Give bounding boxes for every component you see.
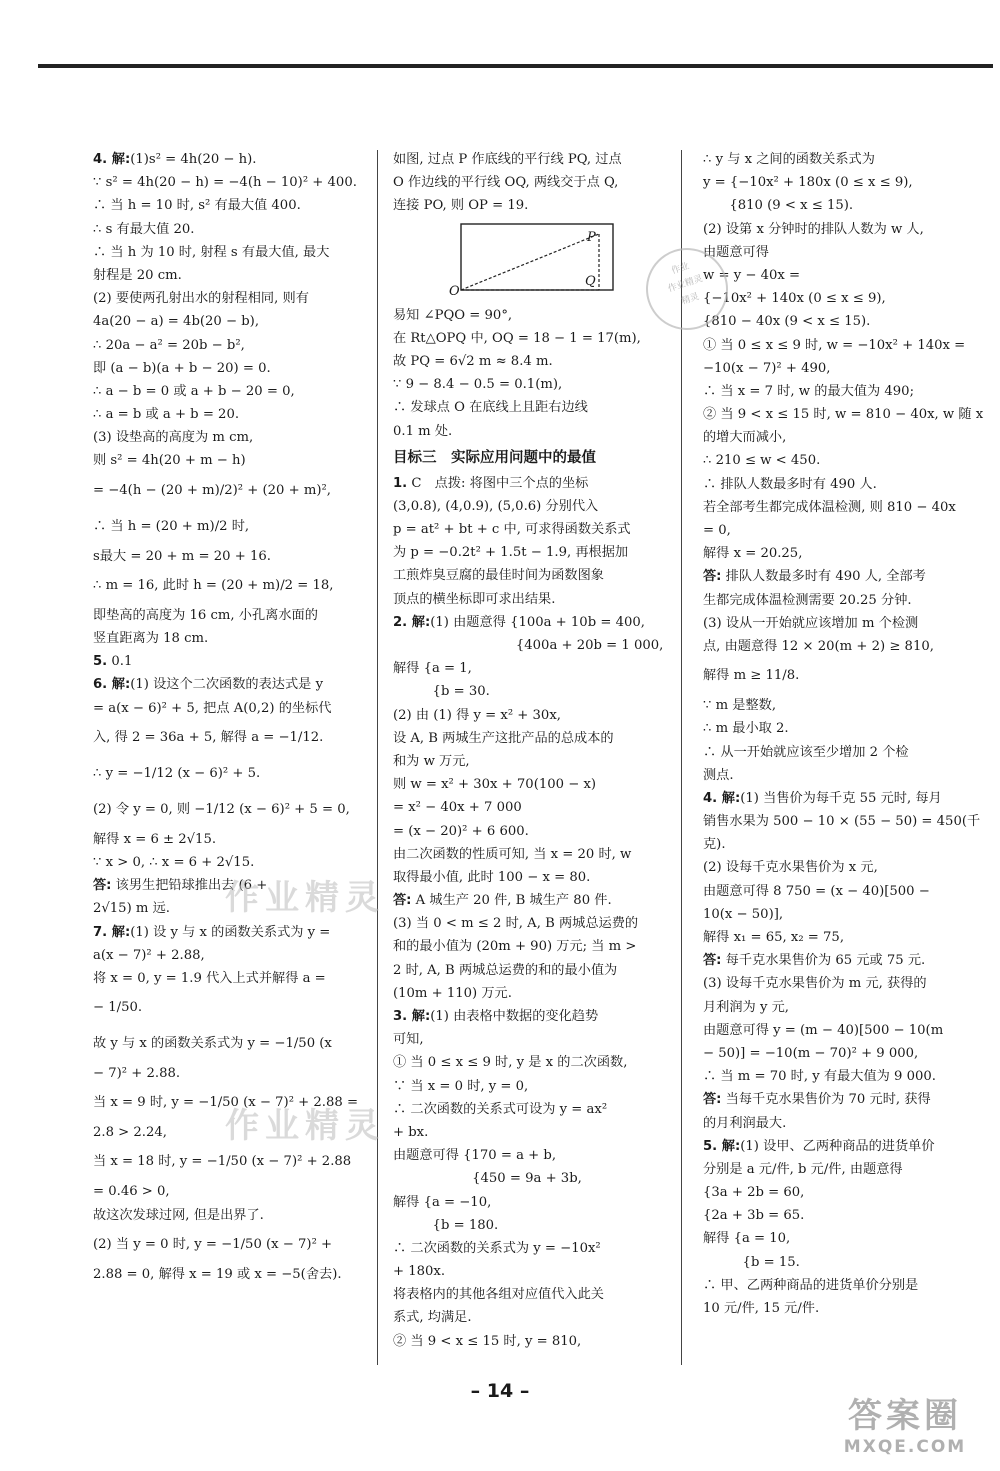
text-line: 由题意可得 [703, 244, 769, 260]
item-label: 7. 解: [93, 924, 131, 940]
column-right [703, 148, 984, 1320]
section-three-text [393, 472, 665, 1353]
text-line: 2.8 > 2.24, [93, 1125, 167, 1141]
text-line: {810 (9 < x ≤ 15). [703, 198, 854, 214]
text-line: a(x − 7)² + 2.88, [93, 947, 205, 963]
text-line: 设 A, B 两城生产这批产品的总成本的 [393, 730, 614, 746]
text-line: 解得 x = 20.25, [703, 546, 803, 562]
text-line: (2) 当 y = 0 时, y = −1/50 (x − 7)² + [93, 1236, 333, 1252]
text-line: 10 元/件, 15 元/件. [703, 1301, 820, 1316]
text-line: 系式, 均满足. [393, 1310, 472, 1326]
text-line: 当 x = 9 时, y = −1/50 (x − 7)² + 2.88 = [93, 1095, 359, 1111]
text-line: ∵ m 是整数, [703, 698, 777, 714]
text-line: {400a + 20b = 1 000, [393, 638, 664, 653]
point-o-label: O [449, 283, 460, 299]
text-line: 2 时, A, B 两城总运费的和的最小值为 [393, 962, 618, 978]
text-line: ∴ 发球点 O 在底线上且距右边线 [393, 400, 588, 416]
text-line: 则 s² = 4h(20 + m − h) [93, 453, 246, 469]
text-line: 生都完成体温检测需要 20.25 分钟. [703, 592, 912, 608]
text-line: (2) 设第 x 分钟时的排队人数为 w 人, [703, 221, 924, 237]
text-line: 月利润为 y 元, [703, 999, 789, 1015]
item-label: 4. 解: [703, 790, 741, 806]
column-divider-1 [377, 150, 378, 1365]
text-line: 的增大而减小, [703, 430, 787, 446]
text-line: 若全部考生都完成体温检测, 则 810 − 40x [703, 499, 956, 515]
item-label: 答: [703, 1092, 722, 1108]
text-line: y = {−10x² + 180x (0 ≤ x ≤ 9), [703, 175, 913, 191]
text-line: = −4(h − (20 + m)/2)² + (20 + m)², [93, 482, 331, 498]
text-line: (3) 设从一开始就应该增加 m 个检测 [703, 615, 919, 631]
text-line: ∴ s 有最大值 20. [93, 221, 195, 237]
text-line: {−10x² + 140x (0 ≤ x ≤ 9), [703, 291, 886, 307]
text-line: 可知, [393, 1032, 424, 1048]
text-line: 解得 x₁ = 65, x₂ = 75, [703, 930, 845, 945]
text-line: 5. 0.1 [93, 654, 133, 670]
text-line: {b = 15. [703, 1254, 800, 1270]
text-line: (2) 设每千克水果售价为 x 元, [703, 860, 878, 876]
text-line: ∴ 当 h = (20 + m)/2 时, [93, 518, 250, 534]
text-line: 由题意可得 y = (m − 40)[500 − 10(m [703, 1022, 944, 1038]
text-line: ∵ s² = 4h(20 − h) = −4(h − 10)² + 400. [93, 175, 357, 191]
logo-text-top: 答案圈 [848, 1396, 962, 1436]
text-line: 答: 该男生把铅球推出去 (6 + [93, 878, 268, 894]
text-line: 分别是 a 元/件, b 元/件, 由题意得 [703, 1161, 903, 1177]
text-line: ∵ 当 x = 0 时, y = 0, [393, 1078, 529, 1094]
text-line: (3) 当 0 < m ≤ 2 时, A, B 两城总运费的 [393, 916, 639, 932]
text-line: 由题意可得 {170 = a + b, [393, 1148, 557, 1164]
text-line: ① 当 0 ≤ x ≤ 9 时, y 是 x 的二次函数, [393, 1055, 628, 1071]
text-line: 故 PQ = 6√2 m ≈ 8.4 m. [393, 353, 553, 369]
text-line: 连接 PO, 则 OP = 19. [393, 198, 529, 214]
text-line: 和的最小值为 (20m + 90) 万元; 当 m > [393, 939, 637, 955]
text-line: ∴ 排队人数最多时有 490 人. [703, 476, 877, 492]
text-line: 销售水果为 500 − 10 × (55 − 50) = 450(千 [703, 814, 981, 830]
text-line: s最大 = 20 + m = 20 + 16. [93, 548, 271, 564]
logo-text-bottom: MXQE.COM [843, 1437, 967, 1457]
text-line: 4. 解:(1)s² = 4h(20 − h). [93, 152, 257, 167]
text-line: 2. 解:(1) 由题意得 {100a + 10b = 400, [393, 614, 645, 630]
text-line: − 7)² + 2.88. [93, 1066, 181, 1082]
text-line: ∵ 9 − 8.4 − 0.5 = 0.1(m), [393, 377, 563, 393]
text-line: 由题意可得 8 750 = (x − 40)[500 − [703, 883, 930, 899]
text-line: O 作边线的平行线 OQ, 两线交于点 Q, [393, 175, 619, 191]
text-line: ∴ 从一开始就应该至少增加 2 个检 [703, 744, 909, 760]
item-label: 3. 解: [393, 1009, 431, 1024]
text-line: {2a + 3b = 65. [703, 1208, 805, 1224]
text-line: (3) 设每千克水果售价为 m 元, 获得的 [703, 976, 927, 992]
text-line: ∴ 当 m = 70 时, y 有最大值为 9 000. [703, 1069, 936, 1085]
text-line: 工煎炸臭豆腐的最佳时间为函数图象 [393, 568, 604, 584]
site-logo [820, 1395, 990, 1465]
text-line: 易知 ∠PQO = 90°, [393, 307, 513, 323]
text-line: (10m + 110) 万元. [393, 985, 512, 1001]
text-line: 3. 解:(1) 由表格中数据的变化趋势 [393, 1009, 599, 1024]
text-line: (2) 令 y = 0, 则 −1/12 (x − 6)² + 5 = 0, [93, 801, 350, 817]
text-line: 即 (a − b)(a + b − 20) = 0. [93, 360, 271, 376]
text-line: 则 w = x² + 30x + 70(100 − x) [393, 777, 597, 793]
section-title: 目标三 实际应用问题中的最值 [393, 449, 596, 466]
text-line: 答: 排队人数最多时有 490 人, 全部考 [703, 569, 926, 585]
text-line: ∴ a − b = 0 或 a + b − 20 = 0, [93, 383, 295, 399]
text-line: 4a(20 − a) = 4b(20 − b), [93, 314, 260, 330]
top-rule [38, 64, 993, 68]
text-line: ∴ m 最小取 2. [703, 721, 789, 737]
figure-intro-text [393, 148, 665, 218]
text-line: + bx. [393, 1124, 429, 1140]
text-line: 解得 {a = −10, [393, 1194, 492, 1210]
stamp-line-2: 作业精灵 [666, 273, 705, 295]
item-label: 1. [393, 475, 408, 491]
text-line: 由二次函数的性质可知, 当 x = 20 时, w [393, 846, 632, 862]
text-line: 入, 得 2 = 36a + 5, 解得 a = −1/12. [93, 729, 324, 745]
text-line: w = y − 40x = [703, 267, 801, 283]
text-line: 射程是 20 cm. [93, 267, 182, 283]
text-line: ② 当 9 < x ≤ 15 时, w = 810 − 40x, w 随 x [703, 407, 984, 423]
item-label: 2. 解: [393, 614, 431, 630]
column-divider-2 [681, 150, 682, 1365]
text-line: {810 − 40x (9 < x ≤ 15). [703, 314, 871, 330]
text-line: ∴ 甲、乙两种商品的进货单价分别是 [703, 1277, 919, 1293]
text-line: 测点. [703, 767, 734, 783]
text-line: (3) 设垫高的高度为 m cm, [93, 430, 254, 446]
text-line: 1. C 点拨: 将图中三个点的坐标 [393, 475, 589, 491]
text-line: ∴ 二次函数的关系式为 y = −10x² [393, 1240, 601, 1256]
text-line: ② 当 9 < x ≤ 15 时, y = 810, [393, 1333, 582, 1349]
text-line: 7. 解:(1) 设 y 与 x 的函数关系式为 y = [93, 924, 331, 940]
text-line: = a(x − 6)² + 5, 把点 A(0,2) 的坐标代 [93, 700, 332, 716]
text-line: {3a + 2b = 60, [703, 1185, 805, 1201]
point-q-label: Q [585, 273, 596, 289]
text-line: (2) 由 (1) 得 y = x² + 30x, [393, 707, 561, 723]
text-line: 故这次发球过网, 但是出界了. [93, 1207, 264, 1223]
point-p-label: P [587, 229, 596, 245]
text-line: 5. 解:(1) 设甲、乙两种商品的进货单价 [703, 1138, 935, 1154]
text-line: (2) 要使两孔射出水的射程相同, 则有 [93, 291, 309, 307]
text-line: 为 p = −0.2t² + 1.5t − 1.9, 再根据加 [393, 545, 629, 561]
text-line: 解得 {a = 10, [703, 1231, 791, 1247]
item-label: 答: [393, 893, 412, 909]
text-line: 点, 由题意得 12 × 20(m + 2) ≥ 810, [703, 638, 934, 654]
item-label: 5. 解: [703, 1138, 741, 1154]
text-line: 答: A 城生产 20 件, B 城生产 80 件. [393, 893, 612, 909]
item-label: 6. 解: [93, 677, 131, 693]
text-line: ∴ 二次函数的关系式可设为 y = ax² [393, 1101, 608, 1117]
text-line: − 50)] = −10(m − 70)² + 9 000, [703, 1045, 919, 1061]
figure-solution-text [393, 304, 665, 443]
text-line: = (x − 20)² + 6 600. [393, 823, 529, 839]
text-line: {b = 180. [393, 1217, 499, 1233]
item-label: 答: [703, 569, 722, 585]
text-line: 竖直距离为 18 cm. [93, 631, 209, 646]
text-line: −10(x − 7)² + 490, [703, 360, 831, 376]
stamp-line-1: 作业 [670, 261, 691, 277]
text-line: 如图, 过点 P 作底线的平行线 PQ, 过点 [393, 152, 622, 167]
text-line: {450 = 9a + 3b, [393, 1171, 582, 1187]
text-line: 将 x = 0, y = 1.9 代入上式并解得 a = [93, 970, 326, 986]
text-line: 的月利润最大. [703, 1115, 787, 1131]
text-line: ① 当 0 ≤ x ≤ 9 时, w = −10x² + 140x = [703, 337, 966, 353]
page-number: – 14 – [470, 1380, 530, 1402]
text-line: 2.88 = 0, 解得 x = 19 或 x = −5(舍去). [93, 1266, 342, 1282]
text-line: 10(x − 50)], [703, 906, 784, 922]
text-line: (3,0.8), (4,0.9), (5,0.6) 分别代入 [393, 498, 599, 514]
watermark-2: 作业精灵 [225, 1106, 385, 1146]
text-line: 6. 解:(1) 设这个二次函数的表达式是 y [93, 677, 324, 693]
text-line: ∴ 当 h 为 10 时, 射程 s 有最大值, 最大 [93, 244, 330, 260]
text-line: = x² − 40x + 7 000 [393, 800, 522, 816]
item-label: 答: [703, 953, 722, 969]
item-label: 4. 解: [93, 152, 131, 167]
text-line: 故 y 与 x 的函数关系式为 y = −1/50 (x [93, 1036, 332, 1052]
text-line: = 0, [703, 523, 731, 538]
text-line: − 1/50. [93, 1000, 143, 1016]
text-line: 将表格内的其他各组对应值代入此关 [393, 1287, 604, 1303]
text-line: 和为 w 万元, [393, 753, 470, 769]
column-middle [393, 148, 665, 1353]
text-line: 4. 解:(1) 当售价为每千克 55 元时, 每月 [703, 790, 942, 806]
text-line: ∴ 20a − a² = 20b − b², [93, 337, 245, 353]
text-line: ∴ y 与 x 之间的函数关系式为 [703, 152, 875, 167]
text-line: 2√15) m 远. [93, 901, 170, 917]
text-line: ∴ y = −1/12 (x − 6)² + 5. [93, 765, 261, 781]
text-line: 顶点的横坐标即可求出结果. [393, 591, 556, 607]
text-line: 答: 每千克水果售价为 65 元或 75 元. [703, 953, 926, 969]
stamp-line-3: 精灵 [680, 291, 701, 308]
item-label: 5. [93, 654, 108, 670]
text-line: p = at² + bt + c 中, 可求得函数关系式 [393, 522, 631, 538]
text-line: 解得 {a = 1, [393, 661, 472, 677]
text-line: 当 x = 18 时, y = −1/50 (x − 7)² + 2.88 [93, 1154, 352, 1170]
text-line: ∴ 210 ≤ w < 450. [703, 453, 821, 469]
text-line: ∴ 当 x = 7 时, w 的最大值为 490; [703, 383, 915, 399]
text-line: ∵ x > 0, ∴ x = 6 + 2√15. [93, 854, 255, 870]
text-line: 答: 当每千克水果售价为 70 元时, 获得 [703, 1092, 931, 1108]
text-line: 在 Rt△OPQ 中, OQ = 18 − 1 = 17(m), [393, 330, 641, 346]
text-line: 解得 x = 6 ± 2√15. [93, 831, 217, 847]
text-line: 克). [703, 837, 726, 853]
text-line: 0.1 m 处. [393, 423, 453, 439]
text-line: + 180x. [393, 1264, 446, 1280]
text-line: = 0.46 > 0, [93, 1184, 170, 1200]
text-line: ∴ m = 16, 此时 h = (20 + m)/2 = 18, [93, 577, 334, 593]
court-figure [449, 222, 649, 300]
text-line: {b = 30. [393, 684, 490, 700]
watermark-1: 作业精灵 [225, 878, 385, 918]
text-line: 即垫高的高度为 16 cm, 小孔离水面的 [93, 607, 318, 623]
text-line: ∴ a = b 或 a + b = 20. [93, 407, 240, 423]
text-line: 取得最小值, 此时 100 − x = 80. [393, 869, 591, 885]
item-label: 答: [93, 878, 112, 894]
text-line: 解得 m ≥ 11/8. [703, 668, 800, 684]
text-line: ∴ 当 h = 10 时, s² 有最大值 400. [93, 198, 301, 214]
